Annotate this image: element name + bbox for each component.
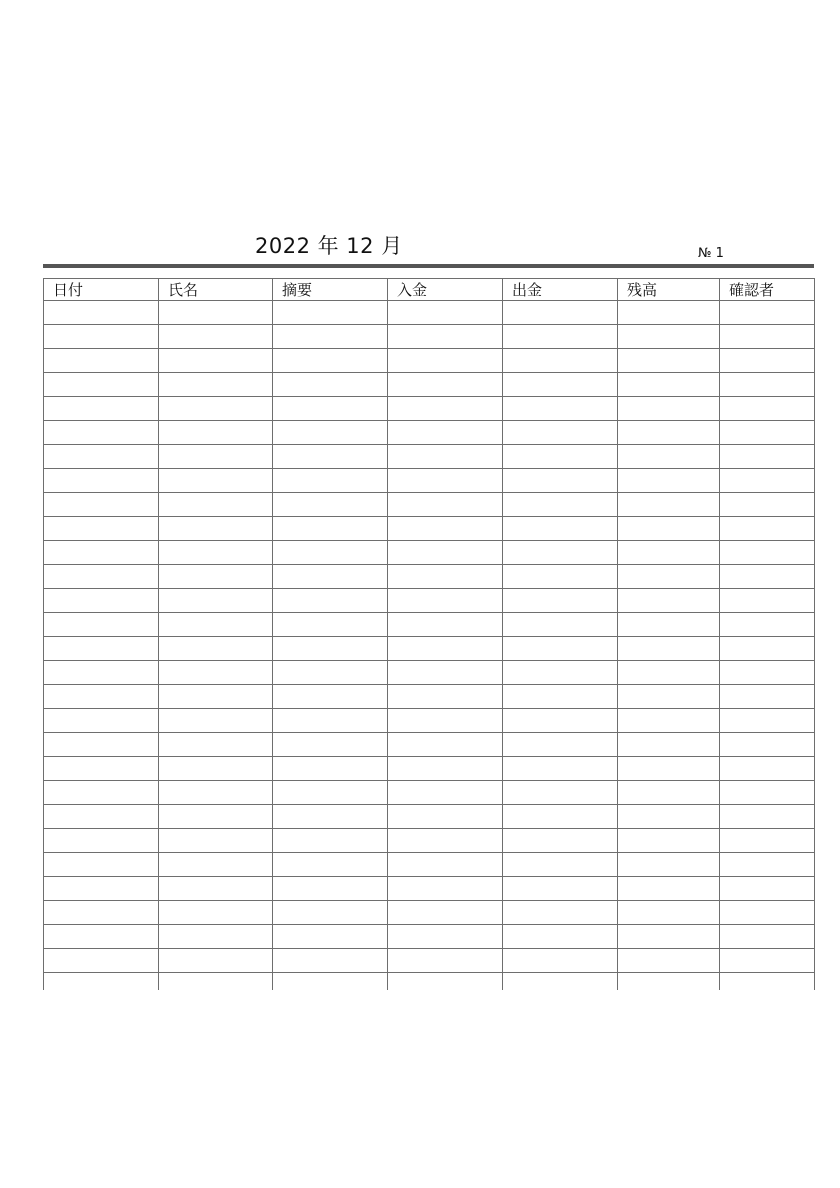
table-cell[interactable] (44, 805, 159, 829)
table-row (44, 877, 815, 901)
table-cell[interactable] (273, 517, 388, 541)
table-cell[interactable] (273, 325, 388, 349)
table-cell[interactable] (720, 445, 815, 469)
table-cell[interactable] (159, 637, 273, 661)
table-cell[interactable] (44, 589, 159, 613)
table-cell[interactable] (159, 901, 273, 925)
table-cell[interactable] (159, 469, 273, 493)
table-cell[interactable] (388, 493, 503, 517)
table-cell[interactable] (618, 541, 720, 565)
table-cell[interactable] (273, 901, 388, 925)
table-cell[interactable] (159, 949, 273, 973)
table-cell[interactable] (273, 853, 388, 877)
table-cell[interactable] (720, 925, 815, 949)
table-cell[interactable] (618, 493, 720, 517)
table-cell[interactable] (159, 685, 273, 709)
table-cell[interactable] (618, 829, 720, 853)
table-cell[interactable] (273, 589, 388, 613)
table-cell[interactable] (273, 373, 388, 397)
table-cell[interactable] (273, 757, 388, 781)
table-cell[interactable] (618, 421, 720, 445)
table-cell[interactable] (44, 901, 159, 925)
table-row (44, 637, 815, 661)
table-cell[interactable] (273, 877, 388, 901)
table-cell[interactable] (44, 469, 159, 493)
table-cell[interactable] (159, 397, 273, 421)
table-cell[interactable] (720, 373, 815, 397)
table-cell[interactable] (388, 613, 503, 637)
column-header-deposit: 入金 (388, 279, 503, 301)
table-cell[interactable] (388, 661, 503, 685)
table-cell[interactable] (273, 661, 388, 685)
table-cell[interactable] (159, 829, 273, 853)
table-cell[interactable] (503, 397, 618, 421)
table-cell[interactable] (503, 469, 618, 493)
table-cell[interactable] (503, 685, 618, 709)
page-number: № 1 (698, 246, 724, 261)
table-cell[interactable] (44, 301, 159, 325)
table-row (44, 517, 815, 541)
table-cell[interactable] (159, 757, 273, 781)
table-cell[interactable] (720, 421, 815, 445)
header-rule (43, 264, 814, 268)
table-row (44, 469, 815, 493)
table-row (44, 301, 815, 325)
table-cell[interactable] (618, 301, 720, 325)
table-cell[interactable] (388, 757, 503, 781)
table-cell[interactable] (720, 661, 815, 685)
table-row (44, 925, 815, 949)
table-cell[interactable] (720, 973, 815, 990)
table-cell[interactable] (618, 349, 720, 373)
table-cell[interactable] (618, 661, 720, 685)
table-cell[interactable] (273, 637, 388, 661)
table-cell[interactable] (273, 925, 388, 949)
cash-ledger-table (43, 278, 815, 990)
table-cell[interactable] (618, 589, 720, 613)
table-cell[interactable] (720, 589, 815, 613)
column-header-name: 氏名 (159, 279, 273, 301)
table-cell[interactable] (388, 469, 503, 493)
table-cell[interactable] (618, 949, 720, 973)
table-row (44, 565, 815, 589)
table-cell[interactable] (503, 949, 618, 973)
table-cell[interactable] (720, 685, 815, 709)
table-cell[interactable] (388, 733, 503, 757)
table-cell[interactable] (503, 853, 618, 877)
table-cell[interactable] (618, 781, 720, 805)
table-cell[interactable] (503, 709, 618, 733)
column-header-balance: 残高 (618, 279, 720, 301)
table-cell[interactable] (503, 349, 618, 373)
table-cell[interactable] (388, 445, 503, 469)
table-cell[interactable] (388, 853, 503, 877)
table-row (44, 349, 815, 373)
table-cell[interactable] (388, 901, 503, 925)
table-cell[interactable] (618, 397, 720, 421)
table-cell[interactable] (503, 373, 618, 397)
table-cell[interactable] (159, 541, 273, 565)
table-cell[interactable] (388, 709, 503, 733)
table-cell[interactable] (159, 925, 273, 949)
table-cell[interactable] (503, 325, 618, 349)
table-cell[interactable] (273, 733, 388, 757)
table-cell[interactable] (388, 949, 503, 973)
table-row (44, 445, 815, 469)
table-cell[interactable] (618, 517, 720, 541)
table-row (44, 853, 815, 877)
table-cell[interactable] (618, 853, 720, 877)
table-cell[interactable] (388, 637, 503, 661)
table-row (44, 589, 815, 613)
table-cell[interactable] (159, 805, 273, 829)
table-cell[interactable] (503, 781, 618, 805)
table-cell[interactable] (618, 469, 720, 493)
table-row (44, 757, 815, 781)
table-cell[interactable] (388, 685, 503, 709)
column-header-confirmer: 確認者 (720, 279, 815, 301)
table-cell[interactable] (44, 517, 159, 541)
table-cell[interactable] (159, 301, 273, 325)
table-cell[interactable] (720, 733, 815, 757)
table-cell[interactable] (273, 613, 388, 637)
table-cell[interactable] (503, 805, 618, 829)
table-cell[interactable] (618, 733, 720, 757)
table-cell[interactable] (273, 805, 388, 829)
table-cell[interactable] (720, 301, 815, 325)
table-cell[interactable] (720, 349, 815, 373)
table-cell[interactable] (44, 733, 159, 757)
table-cell[interactable] (44, 397, 159, 421)
table-cell[interactable] (44, 685, 159, 709)
table-cell[interactable] (273, 973, 388, 990)
table-cell[interactable] (273, 541, 388, 565)
table-cell[interactable] (388, 541, 503, 565)
table-cell[interactable] (503, 565, 618, 589)
table-cell[interactable] (388, 973, 503, 990)
table-cell[interactable] (44, 709, 159, 733)
table-cell[interactable] (159, 445, 273, 469)
table-cell[interactable] (44, 829, 159, 853)
column-header-withdrawal: 出金 (503, 279, 618, 301)
table-row (44, 709, 815, 733)
table-cell[interactable] (618, 877, 720, 901)
page-title: 2022 年 12 月 (255, 234, 403, 258)
table-cell[interactable] (388, 373, 503, 397)
table-cell[interactable] (720, 517, 815, 541)
table-cell[interactable] (273, 445, 388, 469)
table-cell[interactable] (388, 805, 503, 829)
table-cell[interactable] (720, 829, 815, 853)
table-cell[interactable] (159, 565, 273, 589)
table-row (44, 949, 815, 973)
table-cell[interactable] (720, 493, 815, 517)
table-cell[interactable] (618, 973, 720, 990)
table-cell[interactable] (720, 709, 815, 733)
table-cell[interactable] (159, 493, 273, 517)
table-row (44, 325, 815, 349)
table-cell[interactable] (159, 325, 273, 349)
table-cell[interactable] (503, 301, 618, 325)
table-cell[interactable] (503, 637, 618, 661)
table-cell[interactable] (720, 877, 815, 901)
table-cell[interactable] (503, 829, 618, 853)
table-cell[interactable] (273, 493, 388, 517)
table-cell[interactable] (159, 613, 273, 637)
table-cell[interactable] (503, 925, 618, 949)
table-cell[interactable] (388, 829, 503, 853)
table-cell[interactable] (159, 781, 273, 805)
table-cell[interactable] (720, 325, 815, 349)
table-row (44, 541, 815, 565)
table-cell[interactable] (44, 877, 159, 901)
table-row (44, 661, 815, 685)
table-cell[interactable] (44, 565, 159, 589)
table-cell[interactable] (618, 373, 720, 397)
table-cell[interactable] (720, 949, 815, 973)
table-row (44, 493, 815, 517)
table-cell[interactable] (503, 541, 618, 565)
table-cell[interactable] (44, 421, 159, 445)
table-cell[interactable] (388, 925, 503, 949)
table-cell[interactable] (159, 517, 273, 541)
table-cell[interactable] (618, 925, 720, 949)
table-cell[interactable] (388, 397, 503, 421)
table-cell[interactable] (720, 901, 815, 925)
table-cell[interactable] (44, 613, 159, 637)
table-header-row (44, 279, 815, 301)
table-cell[interactable] (159, 709, 273, 733)
table-row (44, 901, 815, 925)
table-cell[interactable] (503, 733, 618, 757)
table-cell[interactable] (44, 757, 159, 781)
table-cell[interactable] (44, 373, 159, 397)
table-row (44, 397, 815, 421)
table-cell[interactable] (273, 421, 388, 445)
table-row (44, 805, 815, 829)
table-cell[interactable] (159, 373, 273, 397)
table-cell[interactable] (388, 517, 503, 541)
table-cell[interactable] (44, 853, 159, 877)
table-cell[interactable] (273, 349, 388, 373)
table-row (44, 685, 815, 709)
table-cell[interactable] (388, 325, 503, 349)
table-cell[interactable] (503, 973, 618, 990)
table-cell[interactable] (720, 637, 815, 661)
table-cell[interactable] (44, 325, 159, 349)
table-cell[interactable] (44, 637, 159, 661)
table-cell[interactable] (159, 877, 273, 901)
table-cell[interactable] (618, 325, 720, 349)
table-cell[interactable] (159, 973, 273, 990)
table-cell[interactable] (618, 709, 720, 733)
table-cell[interactable] (618, 901, 720, 925)
table-cell[interactable] (44, 949, 159, 973)
table-cell[interactable] (273, 949, 388, 973)
table-cell[interactable] (503, 421, 618, 445)
table-cell[interactable] (159, 853, 273, 877)
table-cell[interactable] (273, 709, 388, 733)
table-body (44, 301, 815, 990)
table-cell[interactable] (273, 565, 388, 589)
table-cell[interactable] (44, 781, 159, 805)
table-cell[interactable] (618, 685, 720, 709)
table-cell[interactable] (388, 349, 503, 373)
table-cell[interactable] (273, 301, 388, 325)
table-cell[interactable] (44, 973, 159, 990)
table-cell[interactable] (44, 541, 159, 565)
table-cell[interactable] (720, 397, 815, 421)
table-cell[interactable] (720, 541, 815, 565)
table-cell[interactable] (388, 301, 503, 325)
table-cell[interactable] (159, 421, 273, 445)
table-cell[interactable] (503, 877, 618, 901)
table-cell[interactable] (503, 661, 618, 685)
table-cell[interactable] (503, 517, 618, 541)
table-cell[interactable] (720, 805, 815, 829)
table-cell[interactable] (44, 661, 159, 685)
table-row (44, 373, 815, 397)
table-row (44, 781, 815, 805)
table-cell[interactable] (503, 613, 618, 637)
table-cell[interactable] (503, 445, 618, 469)
table-cell[interactable] (273, 829, 388, 853)
table-cell[interactable] (44, 925, 159, 949)
table-cell[interactable] (388, 589, 503, 613)
table-cell[interactable] (720, 853, 815, 877)
table-cell[interactable] (388, 781, 503, 805)
table-cell[interactable] (159, 589, 273, 613)
table-cell[interactable] (720, 613, 815, 637)
table-cell[interactable] (503, 757, 618, 781)
table-cell[interactable] (618, 565, 720, 589)
table-cell[interactable] (44, 445, 159, 469)
table-cell[interactable] (273, 469, 388, 493)
table-cell[interactable] (159, 349, 273, 373)
column-header-date: 日付 (44, 279, 159, 301)
table-cell[interactable] (388, 565, 503, 589)
table-cell[interactable] (720, 781, 815, 805)
table-row (44, 421, 815, 445)
table-cell[interactable] (618, 445, 720, 469)
table-cell[interactable] (720, 757, 815, 781)
table-cell[interactable] (159, 661, 273, 685)
table-row (44, 973, 815, 990)
table-cell[interactable] (159, 733, 273, 757)
table-cell[interactable] (618, 805, 720, 829)
table-cell[interactable] (720, 565, 815, 589)
table-cell[interactable] (503, 901, 618, 925)
table-cell[interactable] (388, 421, 503, 445)
column-header-description: 摘要 (273, 279, 388, 301)
table-cell[interactable] (44, 349, 159, 373)
table-cell[interactable] (44, 493, 159, 517)
table-cell[interactable] (388, 877, 503, 901)
table-row (44, 733, 815, 757)
table-cell[interactable] (503, 493, 618, 517)
table-cell[interactable] (618, 637, 720, 661)
table-cell[interactable] (503, 589, 618, 613)
table-cell[interactable] (618, 613, 720, 637)
table-row (44, 613, 815, 637)
table-cell[interactable] (273, 685, 388, 709)
table-row (44, 829, 815, 853)
table-cell[interactable] (273, 781, 388, 805)
table-cell[interactable] (618, 757, 720, 781)
table-cell[interactable] (273, 397, 388, 421)
table-cell[interactable] (720, 469, 815, 493)
